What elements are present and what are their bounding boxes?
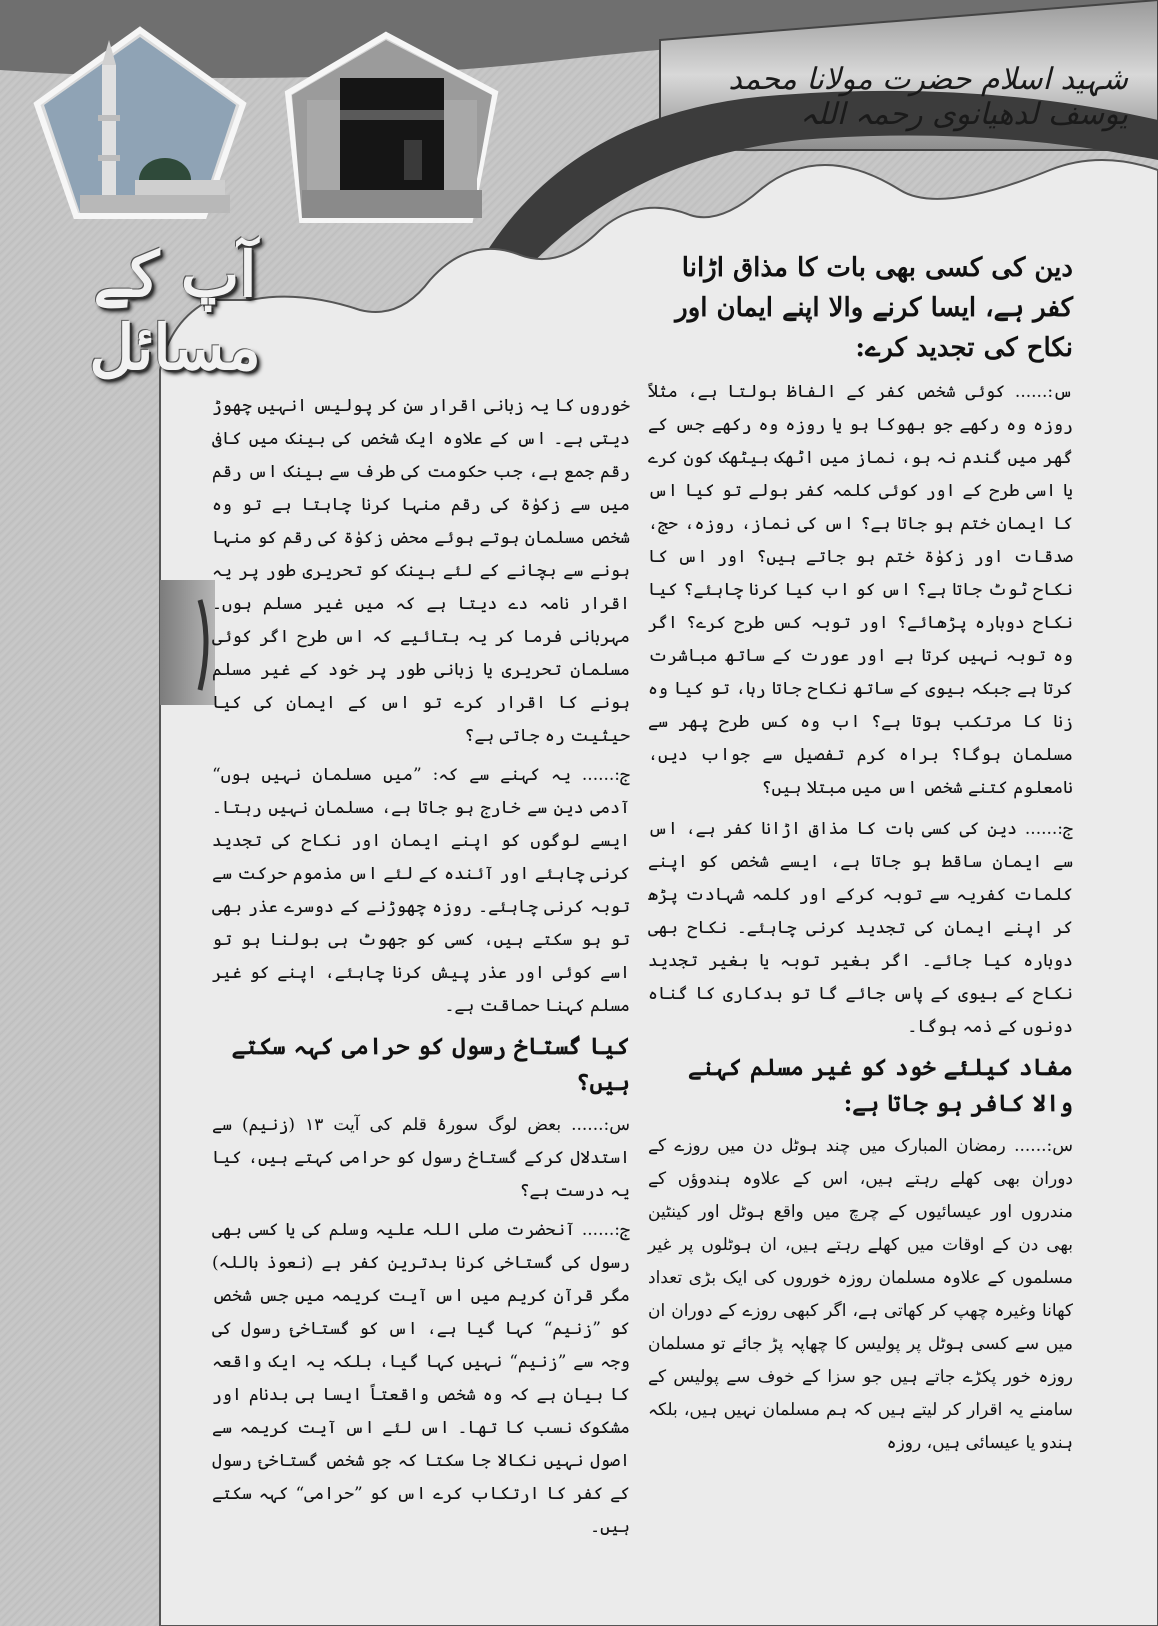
answer-3: ج:...... آنحضرت صلی اللہ علیہ وسلم کی یا کسی بھی رسول کی گستاخی کرنا بدترین کفر ہے (نعوذ باللہ) مگر قرآن کریم میں اس آیت کریمہ میں جس شخص کو ”زنیم“ کہا گیا ہے، اس کو گستاخیٔ رسول کی وجہ سے ”زنیم“ نہیں کہا گیا، بلکہ یہ ایک واقعہ کا بیان ہے کہ وہ شخص واقعتاً ایسا ہی بدنام اور مشکوک نسب کا تھا۔ اس لئے اس آیت کریمہ سے اصول نہیں نکالا جا سکتا کہ جو شخص گستاخیٔ رسول کے کفر کا ارتکاب کرے اس کو ”حرامی“ کہہ سکتے ہیں۔ bbox=[212, 1220, 630, 1537]
answer-1: ج:...... دین کی کسی بات کا مذاق اڑانا کفر ہے، اس سے ایمان ساقط ہو جاتا ہے، ایسے شخص کو اپنے کلمات کفریہ سے توبہ کرکے اور کلمہ شہادت پڑھ کر اپنے ایمان کی تجدید کرنی چاہئے۔ نکاح بھی دوبارہ کیا جائے۔ اگر بغیر توبہ یا بغیر تجدید نکاح کے بیوی کے پاس جائے گا تو بدکاری کا گناہ دونوں کے ذمہ ہوگا۔ bbox=[648, 819, 1073, 1037]
article-heading-1: دین کی کسی بھی بات کا مذاق اڑانا کفر ہے، ایسا کرنے والا اپنے ایمان اور نکاح کی تجدید کرے: bbox=[675, 253, 1073, 363]
question-1: س:...... کوئی شخص کفر کے الفاظ بولتا ہے، مثلاً روزہ وہ رکھے جو بھوکا ہو یا روزہ وہ رکھے جس کے گھر میں گندم نہ ہو، نماز میں اٹھک بیٹھک کون کرے یا اسی طرح کے اور کوئی کلمہ کفر بولے تو کیا اس کا ایمان ختم ہو جاتا ہے؟ اس کی نماز، روزہ، حج، صدقات اور زکوٰۃ ختم ہو جاتے ہیں؟ اور اس کا نکاح ٹوٹ جاتا ہے؟ اس کو اب کیا کرنا چاہئے؟ کیا نکاح دوبارہ پڑھائے؟ اور توبہ کس طرح کرے؟ اگر وہ توبہ نہیں کرتا ہے اور عورت کے ساتھ مباشرت کرتا ہے جبکہ بیوی کے ساتھ نکاح جاتا رہا، تو کیا وہ زنا کا مرتکب ہوتا ہے؟ اب وہ کس طرح پھر سے مسلمان ہوگا؟ براہ کرم تفصیل سے جواب دیں، نامعلوم کتنے شخص اس میں مبتلا ہیں؟ bbox=[648, 382, 1073, 798]
header-title: شہید اسلام حضرت مولانا محمد یوسف لدھیانوی رحمہ اللہ bbox=[728, 62, 1128, 132]
question-2-continued: خوروں کا یہ زبانی اقرار سن کر پولیس انہیں چھوڑ دیتی ہے۔ اس کے علاوہ ایک شخص کی بینک میں کافی رقم جمع ہے، جب حکومت کی طرف سے بینک اس رقم میں سے زکوٰۃ کی رقم منہا کرنا چاہتا ہے تو وہ شخص مسلمان ہوتے ہوئے محض زکوٰۃ کی رقم کو منہا ہونے سے بچانے کے لئے بینک کو تحریری طور پر یہ اقرار نامہ دے دیتا ہے کہ میں غیر مسلم ہوں۔ مہربانی فرما کر یہ بتائیے کہ اس طرح اگر کوئی مسلمان تحریری یا زبانی طور پر خود کے غیر مسلم ہونے کا اقرار کرے تو اس کے ایمان کی کیا حیثیت رہ جاتی ہے؟ bbox=[212, 396, 630, 746]
question-2: س:...... رمضان المبارک میں چند ہوٹل دن میں روزے کے دوران بھی کھلے رہتے ہیں، اس کے علاوہ ہندوؤں کے مندروں اور عیسائیوں کے چرچ میں واقع ہوٹل اور کینٹین بھی دن کے اوقات میں کھلے رہتے ہیں، ان ہوٹلوں پر غیر مسلموں کے علاوہ مسلمان روزہ خوروں کی ایک بڑی تعداد کھانا وغیرہ چھپ کر کھاتی ہے، اگر کبھی روزے کے دوران ان میں سے کسی ہوٹل پر پولیس کا چھاپہ پڑ جائے تو مسلمان روزہ خور پکڑے جاتے ہیں جو سزا کے خوف سے پولیس کے سامنے یہ اقرار کر لیتے ہیں کہ ہم مسلمان نہیں ہیں، بلکہ ہندو یا عیسائی ہیں، روزہ bbox=[648, 1136, 1073, 1453]
question-3: س:...... بعض لوگ سورۂ قلم کی آیت ۱۳ (زنیم) سے استدلال کرکے گستاخ رسول کو حرامی کہتے ہیں، کیا یہ درست ہے؟ bbox=[212, 1115, 630, 1201]
kaaba-photo bbox=[292, 40, 492, 218]
section-title: آپ کے مسائل bbox=[89, 238, 261, 384]
article-heading-2: مفاد کیلئے خود کو غیر مسلم کہنے والا کافر ہو جاتا ہے: bbox=[688, 1054, 1073, 1117]
mosque-photo bbox=[40, 35, 240, 215]
article-heading-3: کیا گستاخ رسول کو حرامی کہہ سکتے ہیں؟ bbox=[231, 1033, 630, 1096]
right-column bbox=[648, 248, 1073, 1460]
answer-2: ج:...... یہ کہنے سے کہ: ”میں مسلمان نہیں ہوں“ آدمی دین سے خارج ہو جاتا ہے، مسلمان نہیں رہتا۔ ایسے لوگوں کو اپنے ایمان اور نکاح کی تجدید کرنی چاہئے اور آئندہ کے لئے اس مذموم حرکت سے توبہ کرنی چاہئے۔ روزہ چھوڑنے کے دوسرے عذر بھی تو ہو سکتے ہیں، کسی کو جھوٹ ہی بولنا ہو تو اسے کوئی اور عذر پیش کرنا چاہئے، اپنے کو غیر مسلم کہنا حماقت ہے۔ bbox=[212, 765, 630, 1016]
left-column bbox=[212, 390, 630, 1544]
